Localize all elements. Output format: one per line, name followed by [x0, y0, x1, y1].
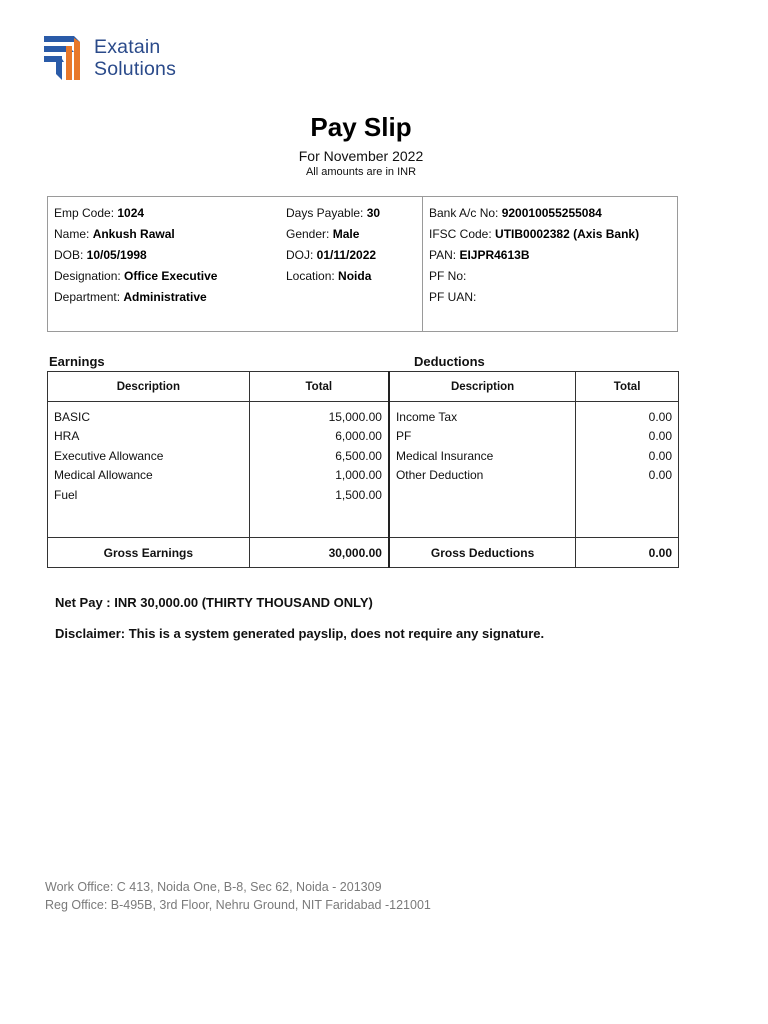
earning-item: HRA [54, 429, 80, 444]
company-logo-icon [44, 34, 84, 80]
gender-row: Gender: Male [286, 227, 360, 241]
pay-period: For November 2022 [298, 148, 424, 164]
salary-table [47, 371, 679, 568]
earnings-descriptions [48, 402, 250, 538]
info-divider [422, 197, 423, 331]
designation-row: Designation: Office Executive [54, 269, 218, 283]
deduction-item: PF [395, 429, 412, 444]
deduction-item: Medical Insurance [395, 448, 494, 463]
currency-note: All amounts are in INR [305, 166, 417, 178]
employee-info-column-3 [429, 205, 639, 310]
earnings-heading: Earnings [49, 354, 105, 369]
table-total-row [48, 538, 679, 568]
deduction-amount: 0.00 [648, 410, 672, 424]
earning-amount: 1,000.00 [335, 468, 382, 483]
doj-row: DOJ: 01/11/2022 [286, 248, 377, 262]
earnings-amounts [249, 402, 389, 538]
disclaimer: Disclaimer: This is a system generated payslip, does not require any signature. [55, 626, 545, 641]
employee-info-column-1 [54, 205, 217, 310]
earning-item: Fuel [54, 487, 78, 502]
deductions-total-header: Total [576, 372, 679, 402]
deduction-amount: 0.00 [648, 429, 672, 444]
deductions-amounts [576, 402, 679, 538]
earnings-description-header: Description [48, 372, 250, 402]
gross-earnings-value: 30,000.00 [249, 538, 389, 568]
employee-info-column-2 [286, 205, 380, 289]
net-pay: Net Pay : INR 30,000.00 (THIRTY THOUSAND ONLY) [55, 595, 373, 610]
name-row: Name: Ankush Rawal [54, 227, 175, 241]
dob-row: DOB: 10/05/1998 [54, 248, 147, 262]
ifsc-row: IFSC Code: UTIB0002382 (Axis Bank) [429, 227, 640, 241]
earning-amount: 15,000.00 [328, 410, 382, 424]
earning-item: Medical Allowance [54, 468, 153, 483]
pf-no-row: PF No: [429, 269, 467, 283]
deductions-description-header: Description [389, 372, 576, 402]
pf-uan-row: PF UAN: [429, 290, 477, 304]
pan-row: PAN: EIJPR4613B [429, 248, 530, 262]
gross-deductions-value: 0.00 [576, 538, 679, 568]
earning-amount: 1,500.00 [335, 487, 382, 502]
earning-amount: 6,000.00 [335, 429, 382, 444]
earning-item: Executive Allowance [54, 448, 164, 463]
company-name-line2: Solutions [94, 58, 177, 80]
deductions-heading: Deductions [414, 354, 485, 369]
earning-amount: 6,500.00 [335, 448, 382, 463]
gross-deductions-label: Gross Deductions [389, 538, 576, 568]
deduction-amount: 0.00 [648, 448, 672, 463]
department-row: Department: Administrative [54, 290, 207, 304]
days-payable-row: Days Payable: 30 [286, 206, 381, 220]
company-name-line1: Exatain [94, 36, 161, 58]
page-title: Pay Slip [310, 112, 412, 142]
deduction-item: Income Tax [395, 410, 458, 424]
reg-office-address: Reg Office: B-495B, 3rd Floor, Nehru Ground, NIT Faridabad -121001 [45, 898, 431, 912]
deduction-amount: 0.00 [648, 468, 672, 483]
work-office-address: Work Office: C 413, Noida One, B-8, Sec 62, Noida - 201309 [45, 880, 382, 894]
gross-earnings-label: Gross Earnings [48, 538, 250, 568]
deduction-item: Other Deduction [395, 468, 484, 483]
employee-info-box [47, 196, 678, 332]
location-row: Location: Noida [286, 269, 372, 283]
earning-item: BASIC [54, 410, 91, 424]
earnings-total-header: Total [249, 372, 389, 402]
emp-code-row: Emp Code: 1024 [54, 206, 145, 220]
deductions-descriptions [389, 402, 576, 538]
table-header-row [48, 372, 679, 402]
table-body-row [48, 402, 679, 538]
bank-account-row: Bank A/c No: 920010055255084 [429, 206, 602, 220]
company-logo [44, 34, 189, 82]
